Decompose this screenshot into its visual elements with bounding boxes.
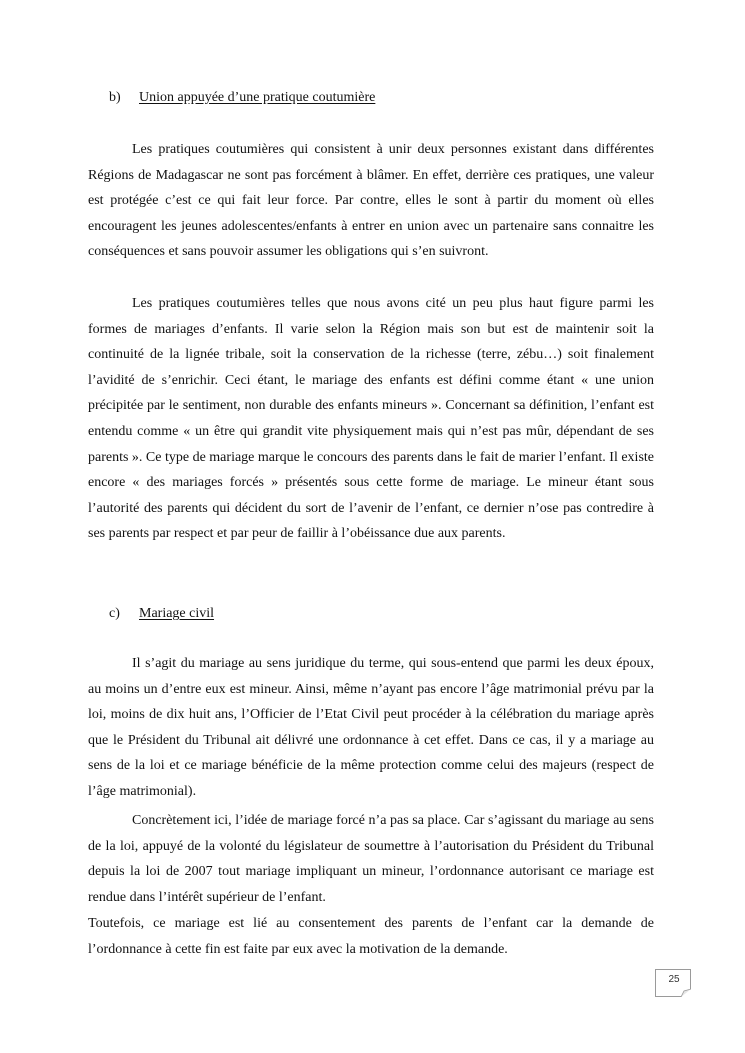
section-marker: c)	[109, 606, 120, 621]
section-heading-c	[109, 605, 214, 623]
paragraph: Concrètement ici, l’idée de mariage forcé n’a pas sa place. Car s’agissant du mariage au sens de la loi, appuyé de la volonté du législateur de soumettre à l’autorisation du Président du Tribunal depuis la loi de 2007 tout mariage impliquant un mineur, l’ordonnance autorisant ce mariage est rendue dans l’intérêt supérieur de l’enfant.	[88, 813, 654, 905]
paragraph: Il s’agit du mariage au sens juridique du terme, qui sous-entend que parmi les deux époux, au moins un d’entre eux est mineur. Ainsi, même n’ayant pas encore l’âge matrimonial prévu par la loi, moins de dix huit ans, l’Officier de l’Etat Civil peut procéder à la célébration du mariage après que le Président du Tribunal ait délivré une ordonnance à cet effet. Dans ce cas, il y a mariage au sens de la loi et ce mariage bénéficie de la même protection comme celui des majeurs (respect de l’âge matrimonial).	[88, 656, 654, 799]
paragraph: Toutefois, ce mariage est lié au consentement des parents de l’enfant car la demande de l’ordonnance à cette fin est faite par eux avec la motivation de la demande.	[88, 916, 654, 957]
paragraph: Les pratiques coutumières telles que nous avons cité un peu plus haut figure parmi les formes de mariages d’enfants. Il varie selon la Région mais son but est de maintenir soit la continuité de la lignée tribale, soit la conservation de la richesse (terre, zébu…) soit finalement l’avidité de s’enrichir. Ceci étant, le mariage des enfants est défini comme étant « une union précipitée par le sentiment, non durable des enfants mineurs ». Concernant sa définition, l’enfant est entendu comme « un être qui grandit vite physiquement mais qui n’est pas mûr, dépendant de ses parents ». Ce type de mariage marque le concours des parents dans le fait de marier l’enfant. Il existe encore « des mariages forcés » présentés sous cette forme de mariage. Le mineur étant sous l’autorité des parents qui décident du sort de l’avenir de l’enfant, ce dernier n’ose pas contredire à ses parents par respect et par peur de faillir à l’obéissance due aux parents.	[88, 296, 654, 542]
page-number-box	[655, 969, 691, 997]
section-heading-b	[109, 89, 375, 107]
page-curl-icon	[681, 989, 691, 997]
section-title: Mariage civil	[139, 606, 215, 621]
page-number: 25	[668, 974, 680, 985]
section-marker: b)	[109, 90, 121, 105]
section-title: Union appuyée d’une pratique coutumière	[139, 90, 376, 105]
paragraph: Les pratiques coutumières qui consistent à unir deux personnes existant dans différentes Régions de Madagascar ne sont pas forcément à blâmer. En effet, derrière ces pratiques, une valeur est protégée c’est ce qui fait leur force. Par contre, elles le sont à partir du moment où elles encouragent les jeunes adolescentes/enfants à entrer en union avec un partenaire sans connaitre les conséquences et sans pouvoir assumer les obligations qui s’en suivront.	[88, 142, 654, 260]
